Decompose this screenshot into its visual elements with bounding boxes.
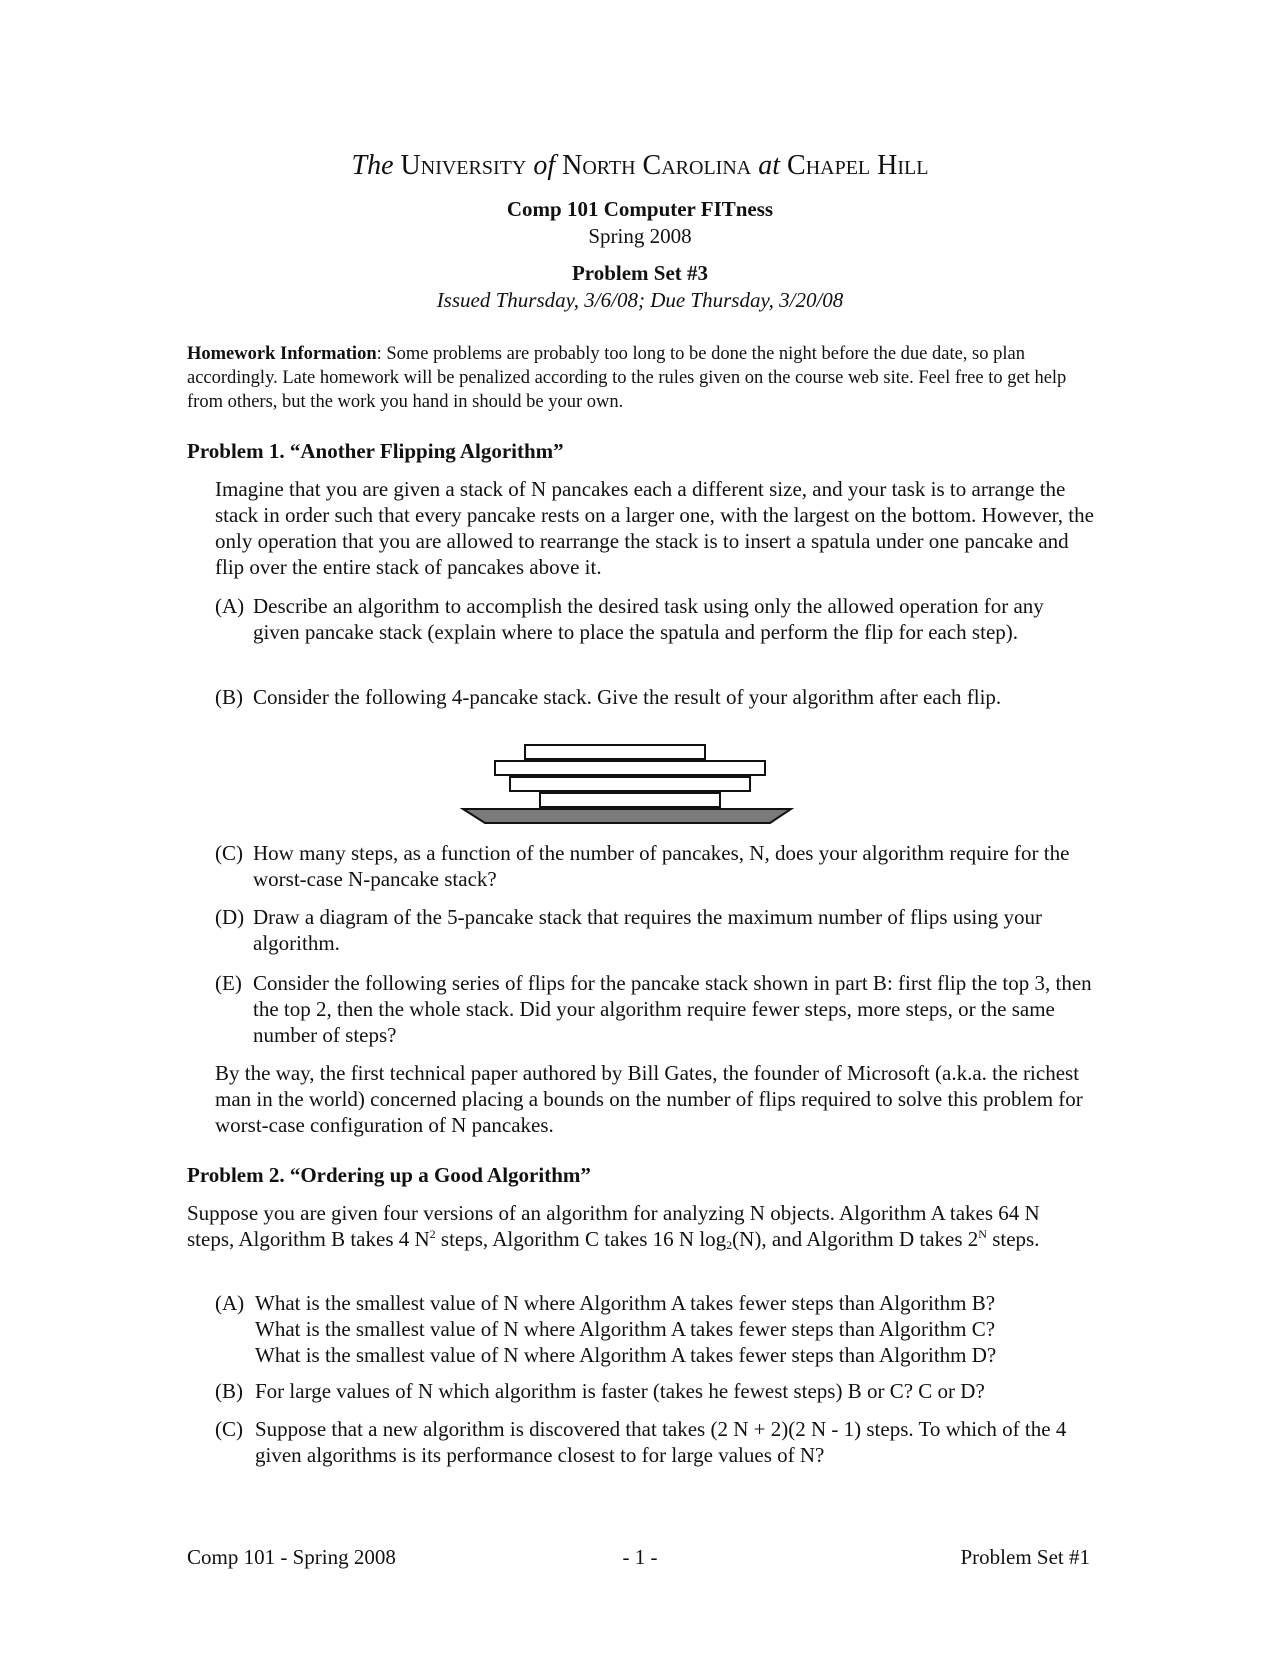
pancake-3 (510, 777, 750, 791)
title-of: of (533, 150, 556, 181)
term: Spring 2008 (588, 224, 692, 248)
problem1-heading: Problem 1. “Another Flipping Algorithm” (187, 439, 564, 463)
question-line: What is the smallest value of N where Algorithm A takes fewer steps than Algorithm C? (255, 1317, 996, 1341)
part-label: (B) (215, 685, 243, 709)
part-label: (D) (215, 905, 245, 929)
part-label: (A) (215, 1291, 245, 1315)
problem1-closing: By the way, the first technical paper authored by Bill Gates, the founder of Microsoft (a.k.a. the richest man in the world) concerned placing a bounds on the number of flips required to solve this problem for worst-case configuration of N pancakes. (215, 1061, 1083, 1137)
question-line: What is the smallest value of N where Algorithm A takes fewer steps than Algorithm B? (255, 1291, 996, 1315)
superscript: N (978, 1227, 987, 1241)
title-the: The (351, 150, 394, 181)
part-text: Suppose that a new algorithm is discovered that takes (2 N + 2)(2 N - 1) steps. To which of the 4 given algorithms is its performance closest to for large values of N? (255, 1417, 1067, 1467)
footer-left: Comp 101 - Spring 2008 (187, 1545, 396, 1569)
pancake-2 (495, 761, 765, 775)
part-text: How many steps, as a function of the number of pancakes, N, does your algorithm require for the worst-case N-pancake stack? (253, 841, 1070, 891)
intro-text: steps, Algorithm C takes 16 N log (435, 1227, 727, 1251)
part-label: (B) (215, 1379, 243, 1403)
footer-right: Problem Set #1 (960, 1545, 1090, 1569)
part-text: Describe an algorithm to accomplish the desired task using only the allowed operation for any given pancake stack (explain where to place the spatula and perform the flip for each step). (253, 594, 1044, 644)
title-north-carolina: North Carolina (562, 150, 752, 181)
problem1-part-b (215, 684, 1095, 710)
pancake-1 (525, 745, 705, 759)
part-text: Consider the following 4-pancake stack. Give the result of your algorithm after each flip. (253, 685, 1002, 709)
problem2-intro (187, 1200, 1087, 1252)
pancake-stack-diagram (455, 735, 795, 825)
intro-text: (N), and Algorithm D takes 2 (732, 1227, 979, 1251)
title-at: at (758, 150, 781, 181)
part-label: (C) (215, 1417, 243, 1441)
problem-set-title: Problem Set #3 (571, 261, 709, 285)
part-label: (A) (215, 594, 245, 618)
question-line: What is the smallest value of N where Algorithm A takes fewer steps than Algorithm D? (255, 1343, 997, 1367)
part-text: Draw a diagram of the 5-pancake stack that requires the maximum number of flips using your algorithm. (253, 905, 1043, 955)
intro-text: Suppose you are given four versions of an algorithm for analyzing N objects. Algorithm A takes 64 N steps, Algorithm B takes 4 N (187, 1201, 1040, 1251)
university-title (0, 150, 1280, 182)
problem2-heading: Problem 2. “Ordering up a Good Algorithm” (187, 1163, 591, 1187)
part-label: (E) (215, 971, 242, 995)
homework-label: Homework Information (187, 344, 377, 364)
problem2-part-c (215, 1416, 1095, 1468)
problem1-part-d (215, 904, 1095, 956)
subscript: 2 (726, 1238, 733, 1252)
issued-date: Issued Thursday, 3/6/08; Due Thursday, 3/20/08 (436, 288, 844, 312)
superscript: 2 (429, 1227, 436, 1241)
plate (463, 809, 791, 823)
part-text: For large values of N which algorithm is faster (takes he fewest steps) B or C? C or D? (255, 1379, 985, 1403)
pancake-4 (540, 793, 720, 807)
problem1-part-c (215, 840, 1095, 892)
course-title: Comp 101 Computer FITness (506, 197, 774, 221)
title-university: University (400, 150, 527, 181)
intro-text: steps. (986, 1227, 1040, 1251)
problem2-part-b (215, 1378, 1095, 1404)
part-label: (C) (215, 841, 243, 865)
problem1-intro: Imagine that you are given a stack of N pancakes each a different size, and your task is to arrange the stack in order such that every pancake rests on a larger one, with the largest on the bottom. However, the only operation that you are allowed to rearrange the stack is to insert a spatula under one pancake and flip over the entire stack of pancakes above it. (215, 477, 1094, 579)
title-chapel-hill: Chapel Hill (787, 150, 929, 181)
problem1-part-a (215, 593, 1095, 645)
homework-text: : Some problems are probably too long to be done the night before the due date, so plan accordingly. Late homework will be penalized according to the rules given on the course web site. Feel free to get help from others, but the work you hand in should be your own. (187, 344, 1067, 412)
part-text: Consider the following series of flips for the pancake stack shown in part B: first flip the top 3, then the top 2, then the whole stack. Did your algorithm require fewer steps, more steps, or the same number of steps? (253, 971, 1092, 1047)
problem1-part-e (215, 970, 1095, 1048)
homework-info (187, 342, 1087, 414)
problem2-part-a (215, 1290, 1095, 1368)
page-number: - 1 - (622, 1545, 658, 1569)
